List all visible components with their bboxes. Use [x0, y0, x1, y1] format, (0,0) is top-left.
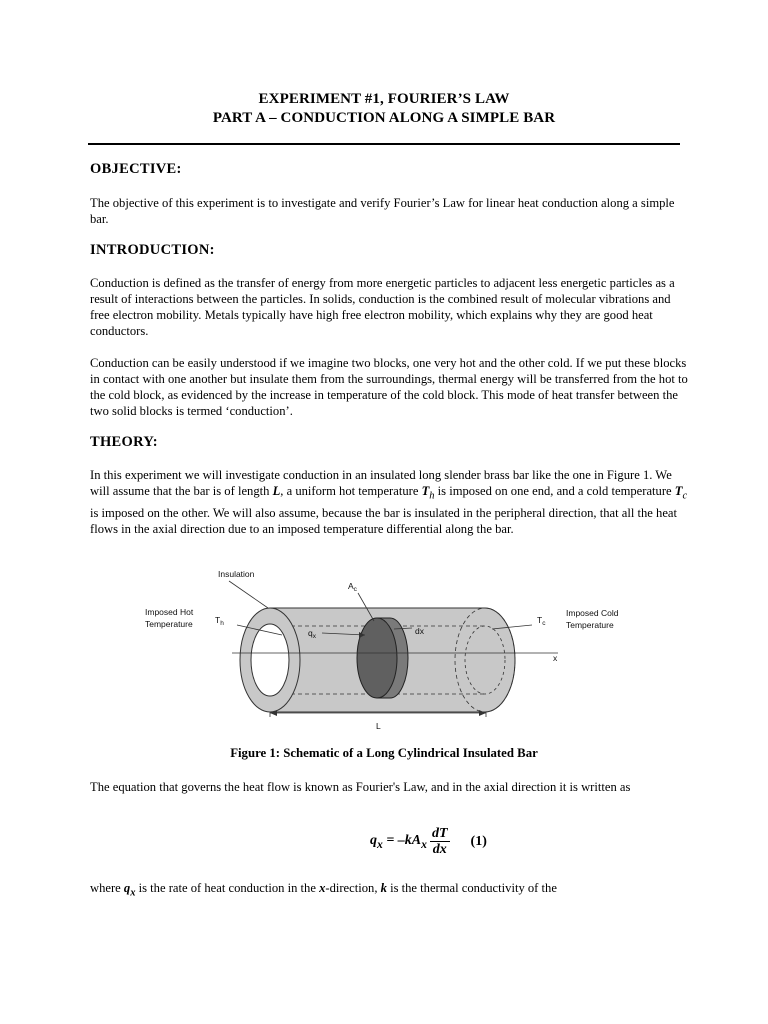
objective-heading: OBJECTIVE:: [90, 161, 182, 177]
cylindrical-bar-figure: [140, 563, 640, 735]
introduction-paragraph-2: Conduction can be easily understood if we imagine two blocks, one very hot and the other cold. If we put these blocks in contact with one another but insulate them from the surroundings, thermal energy will be transferred from the hot to the cold block, as evidenced by the increase in temperature of the cold block. This mode of heat transfer between the two solid blocks is termed ‘conduction’.: [90, 356, 688, 418]
qx-label: $q_x$: [308, 628, 316, 640]
theory-heading: THEORY:: [90, 434, 158, 450]
left-end-face: [251, 624, 289, 696]
cold-label-line-1: Imposed Cold: [566, 608, 619, 618]
equation-lhs: $q_x$: [370, 832, 383, 851]
slice-face-ac: [357, 618, 397, 698]
insulation-pointer: [229, 581, 268, 608]
objective-text: The objective of this experiment is to investigate and verify Fourier’s Law for linear heat conduction along a simple bar.: [90, 196, 675, 226]
ac-label: $A_c$: [348, 581, 357, 593]
tc-label: $T_c$: [537, 615, 546, 627]
x-axis-label: x: [553, 653, 558, 663]
cold-label-line-2: Temperature: [566, 620, 614, 630]
hot-label-line-2: Temperature: [145, 619, 193, 629]
theory-paragraph-1: In this experiment we will investigate conduction in an insulated long slender brass bar like the one in Figure 1. We will assume that the bar is of length L, a uniform hot temperature $T_h$ is imposed on one end, and a cold temperature $T_c$ is imposed on the other. We will also assume, because the bar is insulated in the peripheral direction, that all the heat flows in the axial direction due to an imposed temperature differential along the bar.: [90, 468, 688, 536]
theory-paragraph-3: where $q_x$ is the rate of heat conduction in the x-direction, k is the thermal conductivity of the: [90, 881, 557, 899]
figure-caption: Figure 1: Schematic of a Long Cylindrical Insulated Bar: [230, 746, 538, 760]
title-divider: [88, 143, 680, 145]
title-line-1: EXPERIMENT #1, FOURIER’S LAW: [258, 91, 510, 107]
hot-label-line-1: Imposed Hot: [145, 607, 194, 617]
theory-paragraph-2: The equation that governs the heat flow is known as Fourier's Law, and in the axial direction it is written as: [90, 780, 631, 794]
introduction-heading: INTRODUCTION:: [90, 242, 215, 258]
title-line-2: PART A – CONDUCTION ALONG A SIMPLE BAR: [212, 110, 556, 126]
equation-number: (1): [470, 833, 487, 849]
th-label: $T_h$: [215, 615, 224, 627]
length-label: L: [376, 721, 381, 731]
equation-rhs: = $-kA_x$: [382, 832, 427, 851]
dx-label: dx: [415, 626, 424, 636]
fourier-equation: [370, 826, 487, 857]
introduction-paragraph-1: Conduction is defined as the transfer of energy from more energetic particles to adjacent less energetic particles as a result of interactions between the particles. In solids, conduction is the combined result of molecular vibrations and free electron mobility. Metals typically have high free electron mobility, which explains why they are good heat conductors.: [90, 276, 675, 338]
insulation-label: Insulation: [218, 569, 255, 579]
equation-fraction: $\frac{dT}{dx}$: [431, 826, 448, 857]
